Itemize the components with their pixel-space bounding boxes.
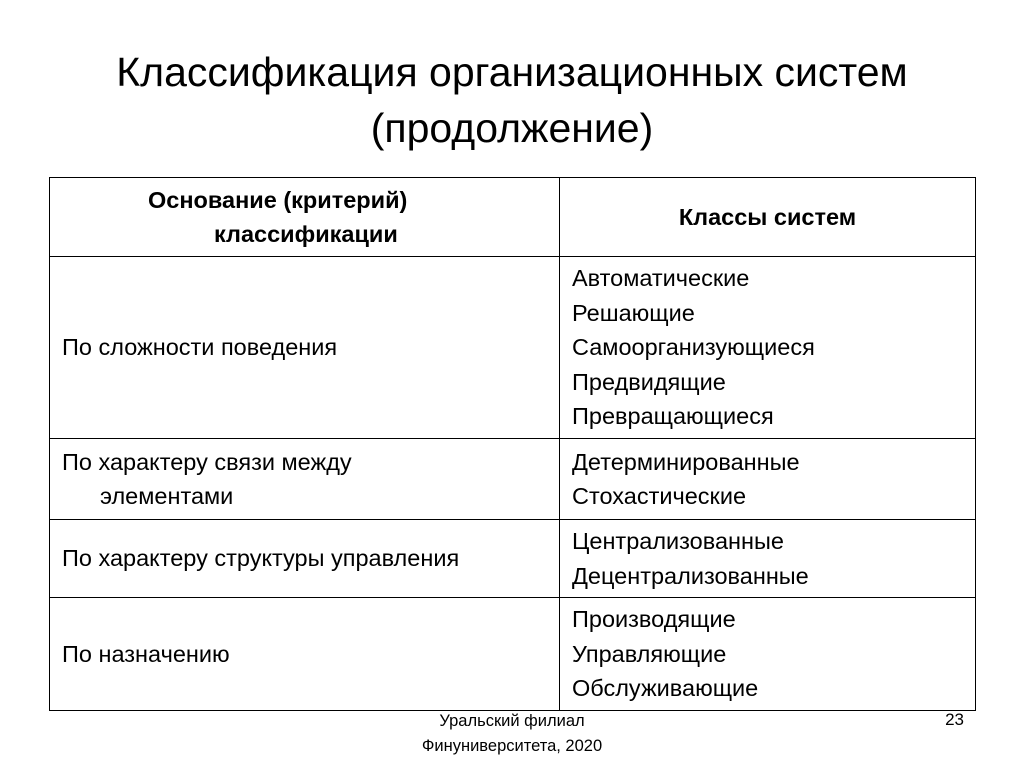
slide-title bbox=[40, 44, 984, 156]
table-row bbox=[50, 520, 976, 598]
classification-table bbox=[49, 177, 976, 711]
criterion-text-continued: элементами bbox=[100, 483, 234, 509]
criterion-text: По сложности поведения bbox=[62, 334, 338, 361]
class-item: Решающие bbox=[572, 299, 695, 326]
footer-organization bbox=[380, 709, 644, 759]
classes-cell bbox=[560, 257, 976, 439]
class-item: Автоматические bbox=[572, 265, 750, 292]
table-header-row bbox=[50, 178, 976, 257]
table-row bbox=[50, 257, 976, 439]
page-number: 23 bbox=[945, 710, 964, 729]
classes-cell bbox=[560, 520, 976, 598]
class-item: Самоорганизующиеся bbox=[572, 334, 815, 361]
classes-cell bbox=[560, 598, 976, 711]
classes-cell bbox=[560, 439, 976, 520]
table-row bbox=[50, 439, 976, 520]
class-item: Предвидящие bbox=[572, 368, 726, 395]
criterion-cell bbox=[50, 439, 560, 520]
class-item: Децентрализованные bbox=[572, 562, 809, 589]
class-item: Превращающиеся bbox=[572, 403, 774, 430]
class-item: Обслуживающие bbox=[572, 675, 759, 702]
criterion-cell bbox=[50, 598, 560, 711]
footer-line-2: Финуниверситета, 2020 bbox=[421, 737, 603, 755]
header-classes: Классы систем bbox=[560, 178, 976, 257]
header-criterion-line-2: классификации bbox=[214, 221, 398, 247]
criterion-text: По характеру связи между bbox=[62, 448, 352, 475]
header-criterion-line-1: Основание (критерий) bbox=[148, 186, 408, 213]
class-item: Управляющие bbox=[572, 640, 727, 667]
slide-title-line-2: (продолжение) bbox=[370, 105, 654, 151]
class-item: Производящие bbox=[572, 606, 736, 633]
class-item: Детерминированные bbox=[572, 448, 800, 475]
table-row bbox=[50, 598, 976, 711]
criterion-text: По назначению bbox=[62, 640, 230, 667]
criterion-cell bbox=[50, 257, 560, 439]
class-item: Централизованные bbox=[572, 528, 784, 554]
footer-line-1: Уральский филиал bbox=[439, 712, 585, 730]
criterion-text: По характеру структуры управления bbox=[62, 545, 460, 572]
header-criterion bbox=[50, 178, 560, 257]
slide-title-line-1: Классификация организационных систем bbox=[116, 49, 908, 95]
criterion-cell bbox=[50, 520, 560, 598]
class-item: Стохастические bbox=[572, 483, 747, 509]
